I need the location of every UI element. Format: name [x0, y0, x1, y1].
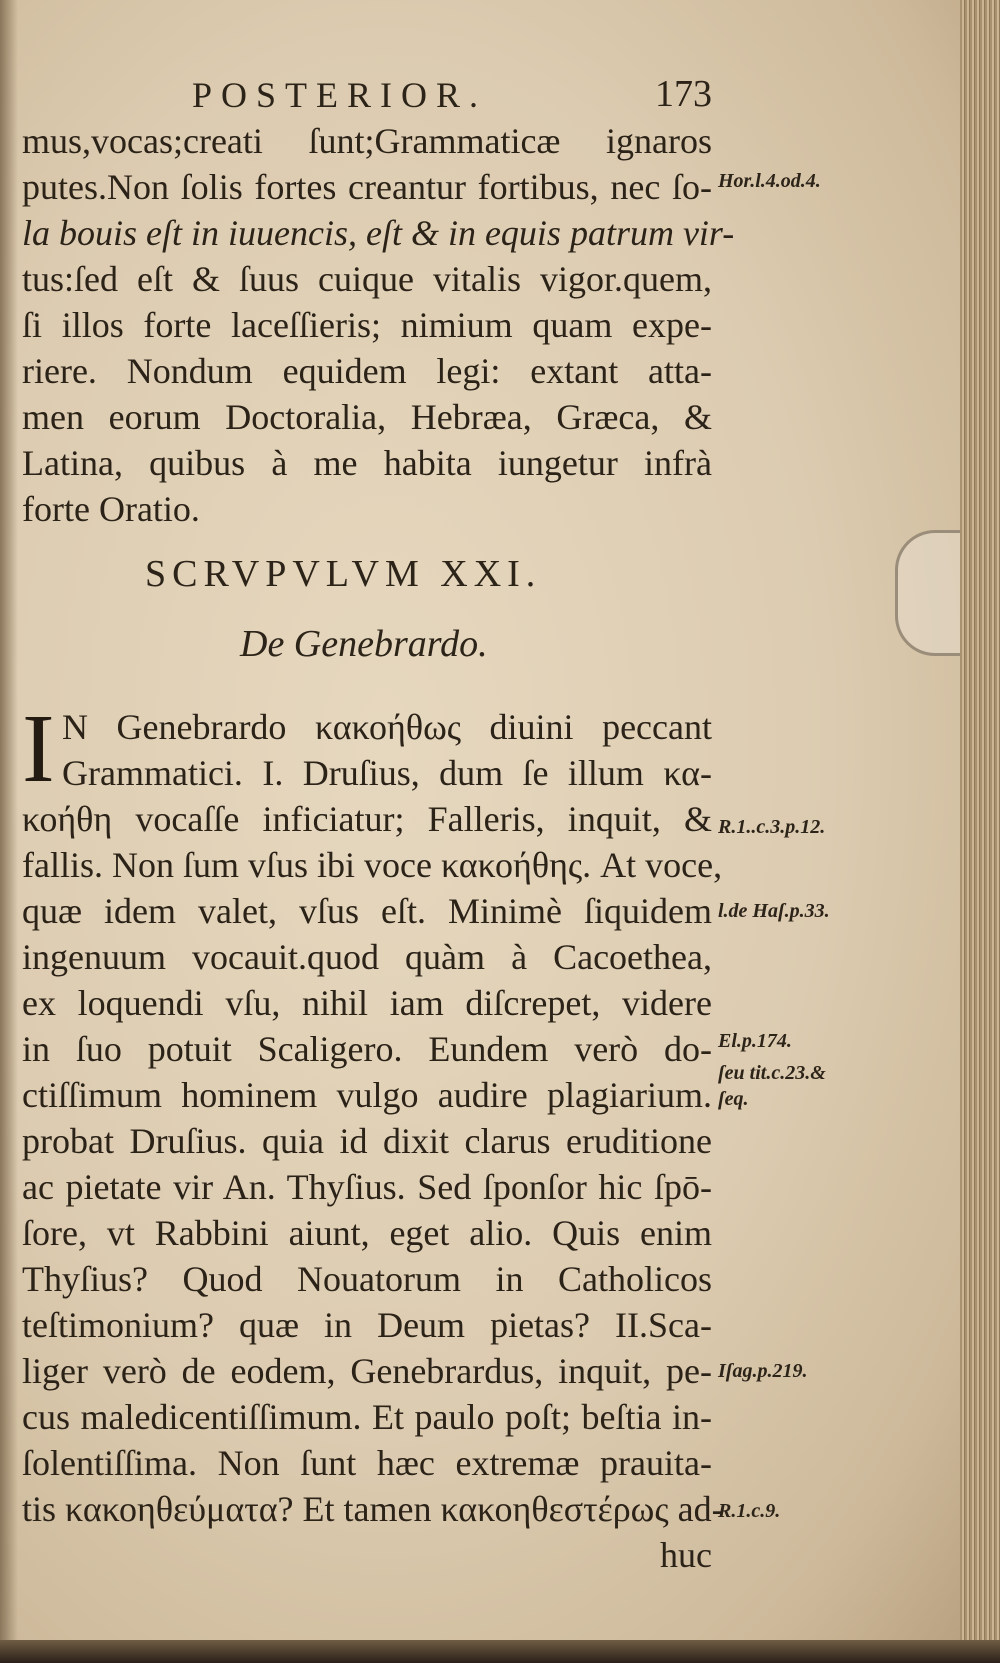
text-line: men eorum Doctoralia, Hebræa, Græca, &	[22, 397, 712, 437]
margin-note: Hor.l.4.od.4.	[718, 170, 821, 192]
margin-note: R.1.c.9.	[718, 1500, 781, 1522]
text-line: putes.Non ſolis fortes creantur fortibus, nec ſo-	[22, 167, 712, 207]
text-line: ſore, vt Rabbini aiunt, eget alio. Quis enim	[22, 1213, 712, 1253]
margin-note: ſeq.	[718, 1088, 749, 1110]
section-subheading: De Genebrardo.	[240, 623, 488, 665]
page-number: 173	[655, 73, 712, 115]
drop-capital: I	[22, 695, 55, 803]
text-line: ex loquendi vſu, nihil iam diſcrepet, videre	[22, 983, 712, 1023]
margin-note: R.1..c.3.p.12.	[718, 816, 826, 838]
text-line: mus,vocas;creati ſunt;Grammaticæ ignaros	[22, 121, 712, 161]
text-line: riere. Nondum equidem legi: extant atta-	[22, 351, 712, 391]
page-clip	[895, 530, 960, 656]
text-line: κοήθη vocaſſe inficiatur; Falleris, inquit, &	[22, 799, 712, 839]
margin-note: ſeu tit.c.23.&	[718, 1062, 826, 1084]
margin-note: El.p.174.	[718, 1030, 792, 1052]
text-line: ſi illos forte laceſſieris; nimium quam expe-	[22, 305, 712, 345]
text-line: tus:ſed eſt & ſuus cuique vitalis vigor.quem,	[22, 259, 712, 299]
section-heading: SCRVPVLVM XXI.	[145, 553, 542, 595]
text-line: in ſuo potuit Scaligero. Eundem verò do-	[22, 1029, 712, 1069]
text-line: Grammatici. I. Druſius, dum ſe illum κα-	[62, 753, 712, 793]
text-line: cus maledicentiſſimum. Et paulo poſt; beſtia in-	[22, 1397, 712, 1437]
text-line: ingenuum vocauit.quod quàm à Cacoethea,	[22, 937, 712, 977]
text-line: ſolentiſſima. Non ſunt hæc extremæ prauita-	[22, 1443, 712, 1483]
text-line: liger verò de eodem, Genebrardus, inquit, pe-	[22, 1351, 712, 1391]
text-line: forte Oratio.	[22, 489, 200, 529]
margin-note: Iſag.p.219.	[718, 1360, 808, 1382]
running-head: POSTERIOR.	[192, 75, 488, 115]
page-gutter-shadow	[0, 0, 18, 1640]
text-line: tis κακοηθεύματα? Et tamen κακοηθεστέρως ad-	[22, 1489, 724, 1529]
text-line: fallis. Non ſum vſus ibi voce κακοήθης. At voce,	[22, 845, 723, 885]
text-line: probat Druſius. quia id dixit clarus eruditione	[22, 1121, 712, 1161]
text-line: Latina, quibus à me habita iungetur infrà	[22, 443, 712, 483]
text-line: quæ idem valet, vſus eſt. Minimè ſiquidem	[22, 891, 712, 931]
text-line: teſtimonium? quæ in Deum pietas? II.Sca-	[22, 1305, 712, 1345]
text-line: ac pietate vir An. Thyſius. Sed ſponſor hic ſpō-	[22, 1167, 712, 1207]
book-page-edges	[960, 0, 1000, 1663]
catchword: huc	[660, 1535, 712, 1575]
margin-note: l.de Haſ.p.33.	[718, 900, 830, 922]
text-line: Thyſius? Quod Nouatorum in Catholicos	[22, 1259, 712, 1299]
book-bottom-edge	[0, 1640, 1000, 1663]
text-line: N Genebrardo κακοήθως diuini peccant	[62, 707, 712, 747]
text-line: ctiſſimum hominem vulgo audire plagiarium.	[22, 1075, 712, 1115]
text-line: la bouis eſt in iuuencis, eſt & in equis patrum vir-	[22, 213, 735, 253]
